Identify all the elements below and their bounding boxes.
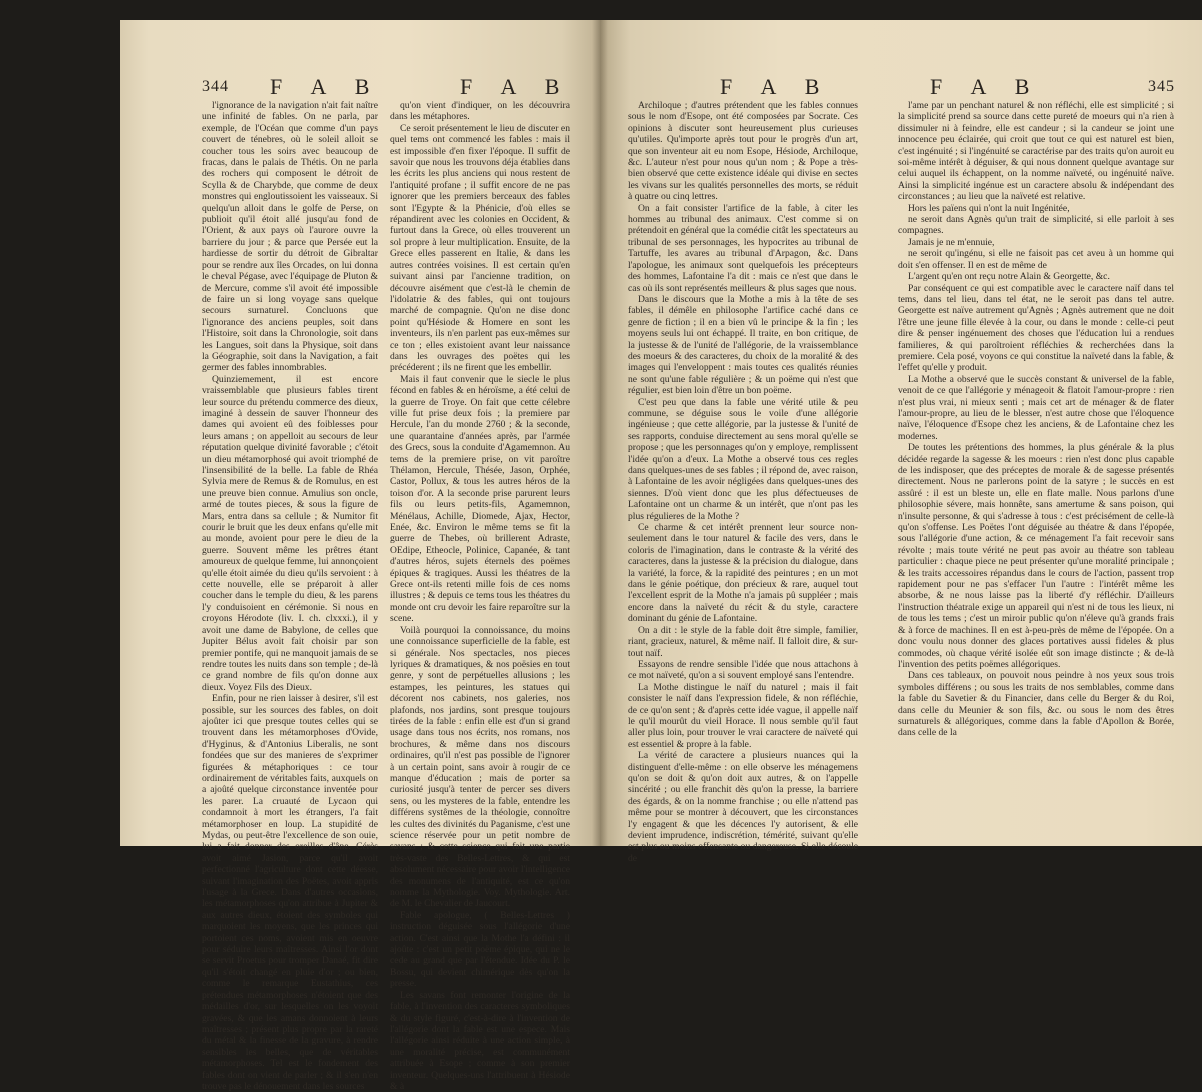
right-page-column-1 [628, 100, 858, 864]
right-page-header [600, 74, 1202, 98]
paragraph: ne seroit dans Agnès qu'un trait de simplicité, si elle parloit à ses compagnes. [898, 214, 1174, 237]
paragraph: C'est peu que dans la fable une vérité utile & peu commune, se déguise sous le voile d'une allégorie ingénieuse ; que cette allégorie, par la justesse & l'unité de ses rapports, conduise directement au sens moral qu'elle se propose ; que les personnages qu'on y employe, remplissent l'idée qu'on a d'eux. La Mothe a observé tous ces regles dans quelques-unes de ses fables ; il répond de, avec raison, à Lafontaine de les avoir négligées dans quelques-unes des siennes. D'où vient donc que les plus défectueuses de Lafontaine ont un charme & un intérêt, que n'ont pas les plus régulieres de la Mothe ? [628, 396, 858, 522]
paragraph: Voilà pourquoi la connoissance, du moins une connoissance superficielle de la fable, est si générale. Nos spectacles, nos pieces lyriques & dramatiques, & nos poësies en tout genre, y sont de perpétuelles allusions ; les estampes, les peintures, les statues qui décorent nos cabinets, nos galeries, nos plafonds, nos jardins, sont presque toujours tirées de la fable : enfin elle est d'un si grand usage dans tous nos écrits, nos romans, nos brochures, & même dans nos discours ordinaires, qu'il n'est pas possible de l'ignorer à un certain point, sans avoir à rougir de ce manque d'éducation ; mais de porter sa curiosité jusqu'à tenter de percer ses divers sens, ou les mysteres de la fable, entendre les différens systêmes de la théologie, connoître les cultes des divinités du Paganisme, c'est une science réservée pour un petit nombre de savans ; & cette science qui fait une partie très-vaste des Belles-Lettres, & qui est absolument nécessaire pour avoir l'intelligence des monumens de l'antiquité, est ce qu'on nomme la Mythologie. Voy. Mythologie. Art. de M. le Chevalier de Jaucourt. [390, 624, 570, 910]
page-number: 344 [202, 78, 229, 95]
paragraph: La Mothe distingue le naïf du naturel ; mais il fait consister le naïf dans l'expression fidele, & non réfléchie, de ce qu'on sent ; & d'après cette idée vague, il appelle naïf le qu'il mourût du vieil Horace. Il nous semble qu'il faut aller plus loin, pour trouver le vrai caractere de naïveté qui est essentiel & propre à la fable. [628, 681, 858, 750]
paragraph: Les savans font remonter l'origine de la fable, à l'invention des caracteres symboliques & du style figuré, c'est-à-dire à l'invention de l'allégorie dont la fable est une espece. Mais l'allégorie ainsi réduite à une action simple, à une moralité précise, est communément attribuée à Esope ; comme à son premier inventeur. Quelques-uns l'attribuent à Hésiode & à [390, 989, 570, 1092]
paragraph: L'argent qu'en ont reçu notre Alain & Georgette, &c. [908, 271, 1110, 283]
running-head: F A B [720, 74, 832, 99]
book-spread [120, 20, 1202, 1092]
paragraph: On a fait consister l'artifice de la fable, à citer les hommes au tribunal des animaux. C'est comme si on prétendoit en général que la comédie citât les spectateurs au tribunal de ses personnages, les hypocrites au tribunal de Tartuffe, les avares au tribunal d'Arpagon, &c. Dans l'apologue, les animaux sont quelquefois les précepteurs des hommes, Lafontaine l'a dit : mais ce n'est que dans le cas où ils sont représentés meilleurs & plus sages que nous. [628, 202, 858, 294]
left-page [120, 20, 600, 1092]
right-page-column-2 [898, 100, 1174, 830]
paragraph: l'ame par un penchant naturel & non réfléchi, elle est simplicité ; si la simplicité prend sa source dans cette pureté de moeurs qui n'a rien à dissimuler ni à feindre, elle est candeur ; si la candeur se joint une innocence peu éclairée, qui croit que tout ce qui est naturel est bien, c'est ingénuité ; si l'ingénuité se caractérise par des traits qu'on auroit eu soi-même intérêt à déguiser, & qui nous donnent quelque avantage sur celui auquel ils échappent, on la nomme naïveté, ou ingénuité naïve. Ainsi la simplicité ingénue est un caractere absolu & indépendant des circonstances ; au lieu que la naïveté est relative. [898, 100, 1174, 203]
paragraph: On a dit : le style de la fable doit être simple, familier, riant, gracieux, naturel, & même naïf. Il falloit dire, & sur-tout naïf. [628, 624, 858, 659]
paragraph: La vérité de caractere a plusieurs nuances qui la distinguent d'elle-même : on elle observe les ménagemens qu'on se doit & qu'on doit aux autres, & on l'appelle sincérité ; ou elle franchit dès qu'on la presse, la barriere des égards, & on la nomme franchise ; ou elle n'attend pas même pour se montrer à découvert, que les circonstances l'y engagent & que les décences l'y autorisent, & elle devient imprudence, indiscrétion, témérité, suivant qu'elle est plus ou moins offensante ou dangereuse. Si elle découle de [628, 750, 858, 864]
paragraph: qu'on vient d'indiquer, on les découvrira dans les métaphores. [390, 100, 570, 123]
running-head: F A B [270, 74, 382, 99]
paragraph: Quinziemement, il est encore vraissemblable que plusieurs fables tirent leur source du prétendu commerce des dieux, imaginé à dessein de sauver l'honneur des dames qui avoient eû des foiblesses pour leurs amans ; on appelloit au secours de leur réputation quelque divinité favorable ; c'étoit un dieu métamorphosé qui avoit triomphé de l'insensibilité de la belle. La fable de Rhéa Sylvia mere de Remus & de Romulus, en est une preuve bien connue. Amulius son oncle, armé de toutes pieces, & sous la figure de Mars, entra dans sa cellule ; & Numitor fit courir le bruit que les deux enfans qu'elle mit au monde, avoient pour pere le dieu de la guerre. Souvent même les prêtres étant amoureux de quelque femme, lui annonçoient qu'elle étoit aimée du dieu qu'ils servoient : à cette nouvelle, elle se préparoit à aller coucher dans le temple du dieu, & les parens l'y conduisoient en cérémonie. Si nous en croyons Hérodote (liv. I. ch. clxxxi.), il y avoit une dame de Babylone, de celles que Jupiter Bélus avoit fait choisir par son premier pontife, qui ne manquoit jamais de se rendre toutes les nuits dans son temple ; de-là ce grand nombre de fils qu'on donne aux dieux. Voyez Fils des Dieux. [202, 373, 378, 693]
paragraph: Jamais je ne m'ennuie, [908, 236, 995, 248]
paragraph: Fable apologue, ( Belles-Lettres ) instruction déguisée sous l'allégorie d'une action. C'est ainsi que la Mothe l'a défini : il ajoûte : c'est un petit poëme épique, qui ne le cede au grand que par l'étendue. Idée du P. le Bossu, qui devient chimérique dès qu'on la presse. [390, 909, 570, 990]
right-page [600, 20, 1202, 864]
paragraph: Hors les païens qui n'ont la nuit Ingénitée, [908, 202, 1070, 214]
paragraph: La Mothe a observé que le succès constant & universel de la fable, venoit de ce que l'allégorie y ménageoit & flatoit l'amour-propre : rien n'est plus vrai, ni mieux senti ; mais cet art de ménager & de flater l'amour-propre, au lieu de le blesser, n'est autre chose que l'éloquence naïve, l'éloquence d'Esope chez les anciens, & de Lafontaine chez les modernes. [898, 373, 1174, 442]
paragraph: ne seroit qu'ingénu, si elle ne faisoit pas cet aveu à un homme qui doit s'en offenser. Il en est de même de [898, 248, 1174, 271]
page-number: 345 [1148, 78, 1175, 95]
running-head-2: F A B [930, 74, 1042, 99]
running-head-2: F A B [460, 74, 572, 99]
paragraph: Archiloque ; d'autres prétendent que les fables connues sous le nom d'Esope, ont été composées par Socrate. Ces opinions à discuter sont heureusement plus curieuses qu'utiles. Qu'importe après tout pour le progrès d'un art, que son inventeur ait eu nom Esope, Hésiode, Archiloque, &c. L'auteur n'est pour nous qu'un nom ; & Pope a très-bien observé que cette existence idéale qui divise en sectes les vivans sur les qualités personnelles des morts, se réduit à quatre ou cinq lettres. [628, 100, 858, 203]
paragraph: Dans le discours que la Mothe a mis à la tête de ses fables, il démêle en philosophe l'artifice caché dans ce genre de fiction ; il en a bien vû le principe & la fin ; les moyens seuls lui ont échappé. Il traite, en bon critique, de la justesse & de l'unité de l'allégorie, de la vraissemblance des moeurs & des caracteres, du choix de la moralité & des images qui l'enveloppent : mais toutes ces qualités réunies ne sont qu'une fable régulière ; & un poëme qui n'est que régulier, est bien loin d'être un bon poëme. [628, 293, 858, 397]
paragraph: Dans ces tableaux, on pouvoit nous peindre à nos yeux sous trois symboles différens ; ou sous les traits de nos semblables, comme dans la fable du Savetier & du Financier, dans celle du Berger & du Roi, dans celle du Meunier & son fils, &c. ou sous le nom des êtres surnaturels & allégoriques, comme dans la fable d'Apollon & Borée, dans celle de la [898, 670, 1174, 739]
paragraph: Ce seroit présentement le lieu de discuter en quel tems ont commencé les fables : mais il est impossible d'en fixer l'époque. Il suffit de savoir que nous les trouvons déja établies dans les écrits les plus anciens qui nous restent de l'antiquité profane ; il suffit encore de ne pas ignorer que les premiers berceaux des fables sont l'Egypte & la Phénicie, d'où elles se répandirent avec les colonies en Occident, & furtout dans la Grece, où elles trouverent un sol propre à leur multiplication. Ensuite, de la Grece elles passerent en Italie, & dans les autres contrées voisines. Il est certain qu'en suivant ainsi par l'ancienne tradition, on découvre aisément que c'est-là le chemin de l'idolatrie & des fables, qui ont toujours marché de compagnie. Qu'on ne dise donc point qu'Hésiode & Homere en sont les inventeurs, ils n'en parlent pas eux-mêmes sur ce ton ; elles existoient avant leur naissance dans les ouvrages des poëtes qui les précéderent ; ils ne firent que les embellir. [390, 122, 570, 374]
book-gutter [592, 20, 608, 846]
paragraph: Mais il faut convenir que le siecle le plus fécond en fables & en héroïsme, a été celui de la guerre de Troye. On fait que cette célebre ville fut prise deux fois ; la premiere par Hercule, l'an du monde 2760 ; & la seconde, une quarantaine d'années après, par l'armée des Grecs, sous la conduite d'Agamemnon. Au tems de la premiere prise, on vit paroître Thélamon, Hercule, Thésée, Jason, Orphée, Castor, Pollux, & tous les autres héros de la toison d'or. A la seconde prise parurent leurs fils ou leurs petits-fils, Agamemnon, Ménélaus, Achille, Diomede, Ajax, Hector, Enée, &c. Environ le même tems se fit la guerre de Thebes, où brillerent Adraste, OEdipe, Etheocle, Polinice, Capanée, & tant d'autres héros, sujets éternels des poëmes épiques & tragiques. Aussi les théatres de la Grece ont-ils retenti mille fois de ces noms illustres ; & depuis ce tems tous les théatres du monde ont cru devoir les faire reparoître sur la scene. [390, 373, 570, 625]
paragraph: Essayons de rendre sensible l'idée que nous attachons à ce mot naïveté, qu'on a si souvent employé sans l'entendre. [628, 658, 858, 682]
left-page-column-1 [202, 100, 378, 1092]
paragraph: l'ignorance de la navigation n'ait fait naître une infinité de fables. On ne parla, par exemple, de l'Océan que comme d'un pays couvert de ténebres, où le soleil alloit se coucher tous les soirs avec beaucoup de fracas, dans le palais de Thétis. On ne parla des rochers qui composent le détroit de Scylla & de Charybde, que comme de deux monstres qui engloutissoient les vaisseaux. Si quelqu'un alloit dans le golfe de Perse, on publioit qu'il étoit allé jusqu'au fond de l'Orient, & aux pays où l'aurore ouvre la barriere du jour ; & parce que Persée eut la hardiesse de sortir du détroit de Gibraltar pour se rendre aux îles Orcades, on lui donna le cheval Pégase, avec l'équipage de Pluton & de Mercure, comme s'il avoit été impossible de faire un si long voyage sans quelque secours surnaturel. Concluons que l'ignorance des anciens peuples, soit dans l'Histoire, soit dans la Chronologie, soit dans les Langues, soit dans la Physique, soit dans la Géographie, soit dans la Navigation, a fait germer des fables innombrables. [202, 100, 378, 374]
paragraph: Par conséquent ce qui est compatible avec le caractere naïf dans tel tems, dans tel lieu, dans tel état, ne le seroit pas dans tel autre. Georgette est naïve autrement qu'Agnès ; Agnès autrement que ne doit l'être une jeune fille élevée à la cour, ou dans le monde : celle-ci peut dire & penser ingénuement des choses que l'éducation lui a rendues familieres, & qui paroîtroient réfléchies & recherchées dans la premiere. Cela posé, voyons ce qui constitue la naïveté dans la fable, & l'effet qu'elle y produit. [898, 282, 1174, 374]
paragraph: Ce charme & cet intérêt prennent leur source non-seulement dans le tour naturel & facile des vers, dans le coloris de l'imagination, dans le contraste & la vérité des caracteres, dans la justesse & la précision du dialogue, dans la variété, la force, & la rapidité des peintures ; en un mot dans le génie poétique, don précieux & rare, auquel tout l'excellent esprit de la Mothe n'a jamais pû suppléer ; mais encore dans la naïveté du récit & du style, caractere dominant du génie de Lafontaine. [628, 522, 858, 625]
paragraph: De toutes les prétentions des hommes, la plus générale & la plus décidée regarde la sagesse & les moeurs : rien n'est donc plus capable de les indisposer, que des préceptes de morale & de sagesse présentés directement. Nous ne parlerons point de la satyre ; le succès en est assûré : il est un bleste un, elle en flate malle. Nous parlons d'une philosophie sévere, mais honnête, sans amertume & sans poison, qui n'insulte personne, & qui s'adresse à tous : c'est précisément de celle-là qu'on s'offense. Les Poëtes l'ont déguisée au théatre & dans l'épopée, sous l'allégorie d'une action, & ce ménagement l'a fait recevoir sans révolte ; mais toute vérité ne peut pas avoir au théatre son tableau particulier : chaque piece ne peut présenter qu'une moralité principale ; & les traits accessoires répandus dans le cours de l'action, passent trop rapidement pour ne pas s'effacer l'un l'autre : l'intérêt même les absorbe, & ne nous laisse pas la liberté d'y réfléchir. D'ailleurs l'instruction théatrale exige un appareil qui n'est ni de tous les lieux, ni de tous les tems ; c'est un miroir public qu'on n'éleve qu'à grands frais & à force de machines. Il en est à-peu-près de même de l'épopée. On a donc voulu nous donner des glaces portatives aussi fideles & plus commodes, où chaque vérité isolée eût son image distincte ; & de-là l'invention des petits poëmes allégoriques. [898, 442, 1174, 670]
left-page-header [120, 74, 600, 98]
left-page-column-2 [390, 100, 570, 1092]
paragraph: Enfin, pour ne rien laisser à desirer, s'il est possible, sur les sources des fables, on doit ajoûter ici que presque toutes celles qui se trouvent dans les métamorphoses d'Ovide, d'Hyginus, & d'Antonius Liberalis, ne sont fondées que sur des manieres de s'exprimer figurées & métaphoriques : ce tour ordinairement de véritables faits, auxquels on a ajoûté quelque circonstance inventée pour les parer. La cruauté de Lycaon qui condamnoit à mort les étrangers, l'a fait métamorphoser en loup. La stupidité de Mydas, ou peut-être l'excellence de son ouie, lui a fait donner des oreilles d'âne. Cérès avoit aimé Jasion, parce qu'il avoit perfectionné l'agriculture dont cette déesse, suivant l'imagination des Poëtes, avoit appris l'usage à la Grece. Dans d'autres occasions, les métamorphoses qu'on attribue à Jupiter & aux autres dieux, étoient des symboles qui marquoient les moyens, que les princes qui portoient ces noms, avoient mis en oeuvre pour séduire leurs maîtresses. Ainsi l'or dont se servit Proetus pour tromper Danaé, fit dire qu'il s'étoit changé en pluie d'or ; ou bien, comme le remarque Eustathius, ces prétendues métamorphoses n'étoient que des médailles d'or, sur lesquelles on les voyoit gravées, & que les amans donnoient à leurs maîtresses ; présent plus propre par la rareté du métal & la finesse de la gravure, à rendre sensibles les belles, que de véritables métamorphoses. Tel est le fondement des fables dont on vient de parler ; & il s'en n'en trouve pas le dénouement dans les sources [202, 693, 378, 1092]
